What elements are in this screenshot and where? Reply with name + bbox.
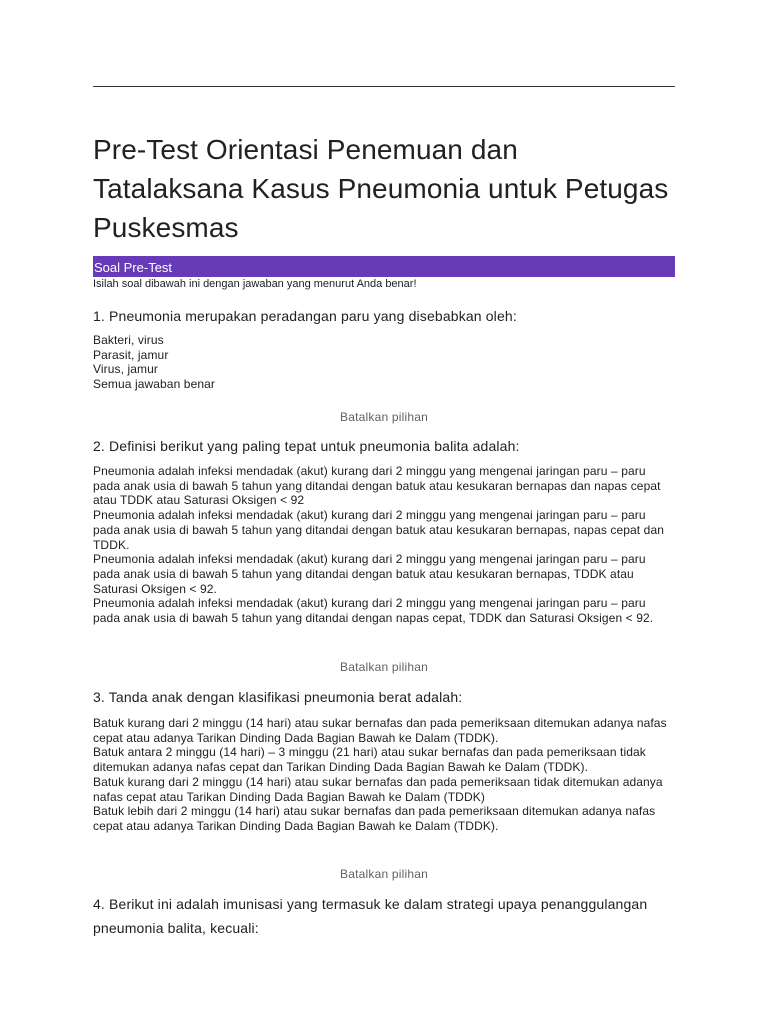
question-2-option-1[interactable]: Pneumonia adalah infeksi mendadak (akut) kurang dari 2 minggu yang mengenai jaringan paru – paru pada anak usia di bawah 5 tahun yang ditandai dengan batuk atau kesukaran bernapas dan napas cepat atau TDDK atau Saturasi Oksigen < 92 — [93, 464, 661, 508]
question-3-title: 3. Tanda anak dengan klasifikasi pneumonia berat adalah: — [93, 689, 463, 705]
section-description: Isilah soal dibawah ini dengan jawaban yang menurut Anda benar! — [93, 278, 417, 290]
question-2-clear-selection-link[interactable]: Batalkan pilihan — [340, 660, 428, 674]
question-1-option-4[interactable]: Semua jawaban benar — [93, 377, 215, 392]
question-3-option-4[interactable]: Batuk lebih dari 2 minggu (14 hari) atau sukar bernafas dan pada pemeriksaan ditemukan adanya nafas cepat atau adanya Tarikan Dinding Dada Bagian Bawah ke Dalam (TDDK). — [93, 804, 656, 833]
question-1-option-1[interactable]: Bakteri, virus — [93, 333, 164, 347]
question-1-option-2[interactable]: Parasit, jamur — [93, 347, 169, 362]
question-2-option-4[interactable]: Pneumonia adalah infeksi mendadak (akut) kurang dari 2 minggu yang mengenai jaringan paru – paru pada anak usia di bawah 5 tahun yang ditandai dengan napas cepat, TDDK dan Saturasi Oksigen < 92. — [93, 596, 654, 626]
question-1-title: 1. Pneumonia merupakan peradangan paru yang disebabkan oleh: — [93, 308, 517, 324]
question-3-option-1[interactable]: Batuk kurang dari 2 minggu (14 hari) atau sukar bernafas dan pada pemeriksaan ditemukan adanya nafas cepat atau adanya Tarikan Dinding Dada Bagian Bawah ke Dalam (TDDK). — [93, 716, 667, 745]
question-2-title: 2. Definisi berikut yang paling tepat untuk pneumonia balita adalah: — [93, 438, 520, 454]
question-1-option-3[interactable]: Virus, jamur — [93, 362, 158, 377]
question-2-option-3[interactable]: Pneumonia adalah infeksi mendadak (akut) kurang dari 2 minggu yang mengenai jaringan paru – paru pada anak usia di bawah 5 tahun yang ditandai dengan batuk atau kesukaran bernapas, TDDK atau Saturasi Oksigen < 92. — [93, 552, 646, 596]
question-1-options — [93, 333, 675, 392]
question-3-option-3[interactable]: Batuk kurang dari 2 minggu (14 hari) atau sukar bernafas dan pada pemeriksaan tidak ditemukan adanya nafas cepat atau Tarikan Dinding Dada Bagian Bawah ke Dalam (TDDK) — [93, 774, 663, 804]
question-2-options — [93, 464, 675, 626]
question-4-title: 4. Berikut ini adalah imunisasi yang termasuk ke dalam strategi upaya penanggulangan pneumonia balita, kecuali: — [93, 896, 648, 936]
section-header: Soal Pre-Test — [93, 256, 675, 277]
question-3-clear-selection-link[interactable]: Batalkan pilihan — [340, 867, 428, 881]
question-3-option-2[interactable]: Batuk antara 2 minggu (14 hari) – 3 minggu (21 hari) atau sukar bernafas dan pada pemeriksaan tidak ditemukan adanya nafas cepat dan Tarikan Dinding Dada Bagian Bawah ke Dalam (TDDK). — [93, 745, 646, 775]
question-3-options — [93, 716, 675, 834]
form-title: Pre-Test Orientasi Penemuan dan Tatalaksana Kasus Pneumonia untuk Petugas Puskesmas — [93, 134, 669, 243]
question-2-option-2[interactable]: Pneumonia adalah infeksi mendadak (akut) kurang dari 2 minggu yang mengenai jaringan paru – paru pada anak usia di bawah 5 tahun yang ditandai dengan batuk atau kesukaran bernapas, napas cepat dan TDDK. — [93, 508, 664, 552]
header-divider — [93, 86, 675, 87]
question-1-clear-selection-link[interactable]: Batalkan pilihan — [340, 410, 428, 424]
